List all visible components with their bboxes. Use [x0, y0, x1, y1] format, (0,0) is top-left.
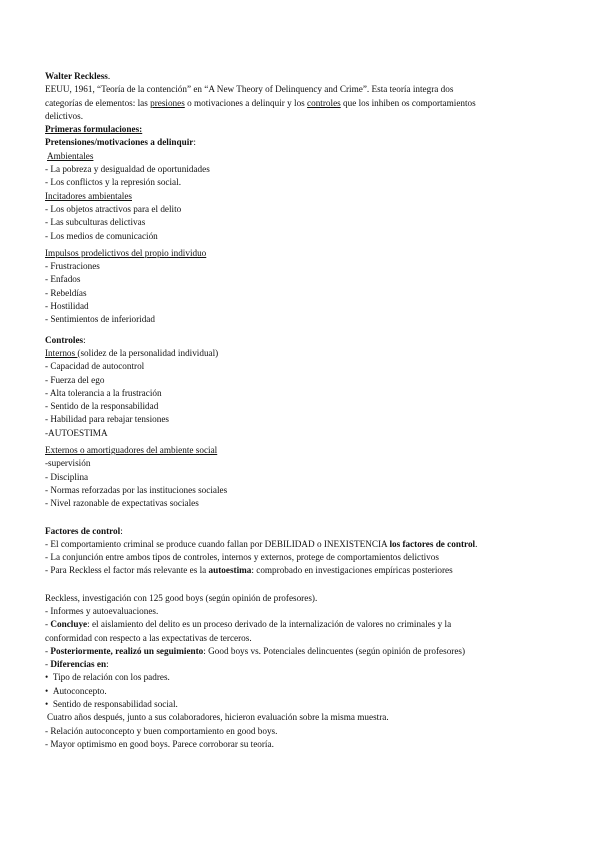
list-item: - Rebeldías — [45, 287, 87, 298]
ambientales-heading: Ambientales — [47, 150, 94, 161]
bullet-icon: • — [45, 672, 49, 683]
factores-heading — [45, 525, 555, 538]
list-item: - Capacidad de autocontrol — [45, 361, 145, 372]
list-item: - Disciplina — [45, 471, 89, 482]
factores-text: . — [475, 538, 478, 549]
incitadores-heading: Incitadores ambientales — [45, 190, 132, 201]
list-item: - Los objetos atractivos para el delito — [45, 203, 182, 214]
list-item: -supervisión — [45, 458, 91, 469]
factores-line-1 — [45, 538, 555, 551]
list-item: - Los medios de comunicación — [45, 230, 158, 241]
internos-heading — [45, 347, 555, 360]
investigacion-text: : el aislamiento del delito es un proceso derivado de la internalización de valores no criminales y la — [87, 619, 452, 630]
list-item: - Enfados — [45, 274, 81, 285]
externos-heading: Externos o amortiguadores del ambiente social — [45, 445, 218, 456]
diferencias-list — [45, 671, 555, 711]
intro-line-1: EEUU, 1961, “Teoría de la contención” en “A New Theory of Delinquency and Crime”. Esta teoría integra dos — [45, 84, 454, 95]
seguimiento-term: Posteriormente, realizó un seguimiento — [50, 645, 204, 656]
list-item: - Sentimientos de inferioridad — [45, 314, 155, 325]
list-item: - Normas reforzadas por las instituciones sociales — [45, 484, 228, 495]
intro-text: o motivaciones a delinquir y los — [184, 97, 308, 108]
dash: - — [45, 645, 51, 656]
incitadores-list — [45, 203, 555, 243]
autoestima-term: autoestima — [208, 565, 252, 576]
primeras-heading: Primeras formulaciones: — [45, 124, 143, 135]
list-item: - Los conflictos y la represión social. — [45, 177, 181, 188]
factores-bold: los factores de control — [389, 538, 476, 549]
author-line — [45, 70, 555, 83]
investigacion-line-2: - Informes y autoevaluaciones. — [45, 605, 159, 616]
intro-text: que los inhiben os comportamientos — [340, 97, 476, 108]
intro-line-2 — [45, 97, 555, 110]
list-item: - Alta tolerancia a la frustración — [45, 387, 162, 398]
externos-list — [45, 457, 555, 510]
controles-heading — [45, 334, 555, 347]
list-item: - Frustraciones — [45, 261, 100, 272]
intro-line-3: delictivos. — [45, 110, 84, 121]
dash: - — [45, 659, 51, 670]
investigacion-line-6 — [45, 658, 555, 671]
author-name: Walter Reckless — [45, 71, 108, 81]
impulsos-list — [45, 260, 555, 326]
controles-term: controles — [307, 97, 341, 108]
factores-text: : comprobado en investigaciones empíricas posteriores — [251, 565, 453, 576]
bullet-text: Sentido de responsabilidad social. — [52, 699, 178, 710]
factores-text: - Para Reckless el factor más relevante es la — [45, 565, 209, 576]
bullet-item — [45, 685, 555, 698]
bullet-text: Tipo de relación con los padres. — [52, 672, 170, 683]
list-item: - Las subculturas delictivas — [45, 217, 146, 228]
factores-line-2: - La conjunción entre ambos tipos de controles, internos y externos, protege de comportamientos delictivos — [45, 552, 439, 563]
list-item: - Habilidad para rebajar tensiones — [45, 414, 169, 425]
internos-label: Internos — [45, 347, 78, 358]
impulsos-heading: Impulsos prodelictivos del propio individuo — [45, 247, 207, 258]
colon: : — [83, 334, 86, 345]
diferencias-term: Diferencias en — [50, 659, 107, 670]
list-item: - Nivel razonable de expectativas sociales — [45, 498, 199, 509]
list-item: - Hostilidad — [45, 301, 89, 312]
bullet-text: Autoconcepto. — [52, 685, 107, 696]
internos-list — [45, 360, 555, 440]
list-item: -AUTOESTIMA — [45, 427, 108, 438]
internos-desc: (solidez de la personalidad individual) — [77, 347, 219, 358]
dash: - — [45, 619, 51, 630]
investigacion-line-9: - Mayor optimismo en good boys. Parece corroborar su teoría. — [45, 738, 274, 749]
investigacion-line-8: - Relación autoconcepto y buen comportamiento en good boys. — [45, 725, 278, 736]
controles-label: Controles — [45, 334, 84, 345]
investigacion-line-3 — [45, 618, 555, 631]
colon: : — [120, 525, 123, 536]
pretensiones-label: Pretensiones/motivaciones a delinquir — [45, 137, 194, 148]
investigacion-line-1: Reckless, investigación con 125 good boys (según opinión de profesores). — [45, 592, 318, 603]
bullet-icon: • — [45, 699, 49, 710]
concluye-term: Concluye — [50, 619, 88, 630]
investigacion-line-4: conformidad con respecto a las expectativas de terceros. — [45, 632, 252, 643]
presiones-term: presiones — [150, 97, 185, 108]
factores-label: Factores de control — [45, 525, 121, 536]
intro-text: categorías de elementos: las — [45, 97, 151, 108]
factores-line-3 — [45, 564, 555, 577]
investigacion-line-5 — [45, 645, 555, 658]
author-dot: . — [107, 71, 111, 81]
list-item: - Fuerza del ego — [45, 374, 105, 385]
bullet-icon: • — [45, 685, 49, 696]
bullet-item — [45, 671, 555, 684]
list-item: - Sentido de la responsabilidad — [45, 401, 159, 412]
bullet-item — [45, 698, 555, 711]
list-item: - La pobreza y desigualdad de oportunidades — [45, 164, 210, 175]
document-page — [45, 70, 555, 751]
factores-text: - El comportamiento criminal se produce cuando fallan por DEBILIDAD o INEXISTENCIA — [45, 538, 390, 549]
investigacion-text: : Good boys vs. Potenciales delincuentes (según opinión de profesores) — [203, 645, 466, 656]
colon: : — [193, 137, 196, 148]
pretensiones-heading — [45, 136, 555, 149]
colon: : — [106, 659, 109, 670]
ambientales-list — [45, 163, 555, 190]
investigacion-line-7: Cuatro años después, junto a sus colaboradores, hicieron evaluación sobre la misma muestra. — [47, 712, 389, 723]
